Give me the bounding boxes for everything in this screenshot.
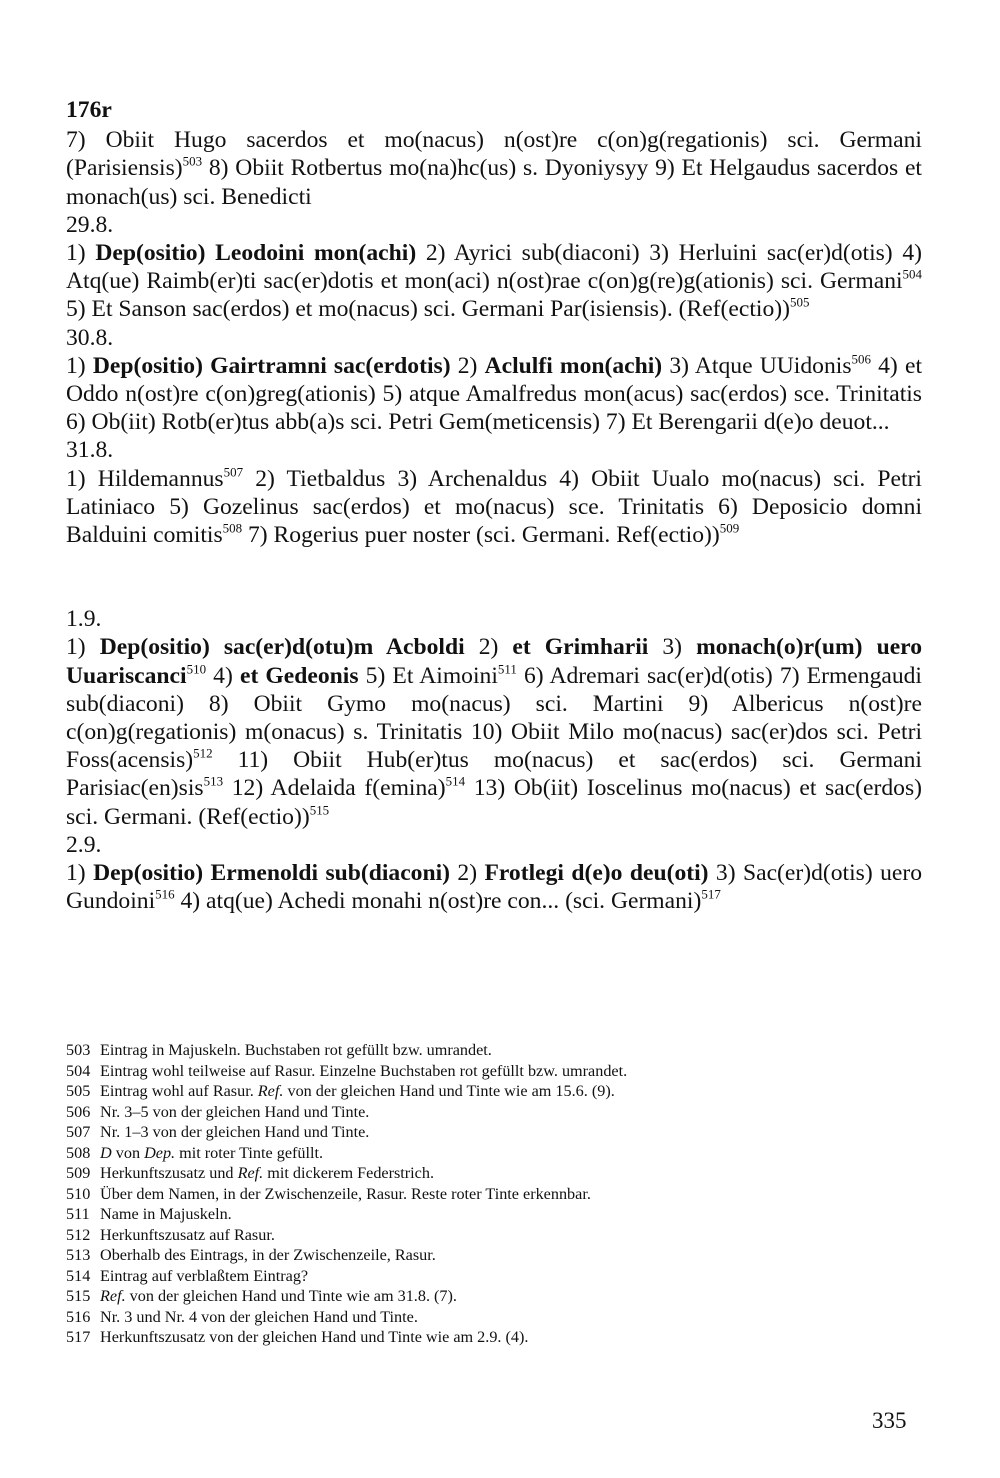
text-run: von [111, 1143, 145, 1162]
text-run: Name in Majuskeln. [100, 1205, 232, 1223]
footnote-number: 507 [66, 1123, 91, 1141]
text-run: mit roter Tinte gefüllt. [175, 1143, 324, 1162]
bold-text: Dep(ositio) sac(er)d(otu)m Acboldi [99, 634, 465, 661]
footnote-number: 516 [66, 1307, 91, 1326]
footnote [66, 1081, 926, 1102]
footnote [66, 1184, 926, 1205]
bold-text: Dep(ositio) Leodoini mon(achi) [95, 240, 417, 267]
entries-container [66, 126, 922, 915]
text-run: 3) [648, 634, 697, 661]
text-run: 3) Atque UUidonis [662, 352, 852, 379]
text-run: 2) [450, 860, 485, 887]
entry-paragraph [66, 239, 922, 324]
text-run: Nr. 1–3 von der gleichen Hand und Tinte. [100, 1123, 370, 1141]
page-number: 335 [872, 1408, 907, 1433]
text-run: Eintrag wohl teilweise auf Rasur. Einzelne Buchstaben rot gefüllt bzw. umrandet. [100, 1061, 628, 1080]
text-run: 11) Obiit Hub(er)tus mo(nacus) et sac(erdos) sci. Germani Parisiac(en)sis [66, 747, 922, 802]
footnote-number: 509 [66, 1164, 91, 1182]
entry-paragraph [66, 352, 922, 437]
text-run: Herkunftszusatz und [100, 1164, 238, 1182]
date-heading: 30.8. [66, 324, 114, 351]
footnote-ref: 511 [497, 660, 517, 676]
footnote-ref: 508 [222, 520, 243, 536]
footnote [66, 1307, 926, 1328]
text-run: 1) [66, 860, 94, 887]
folio-heading: 176r [66, 97, 112, 123]
text-run: 5) Et Aimoini [358, 662, 498, 689]
text-run: Eintrag in Majuskeln. Buchstaben rot gefüllt bzw. umrandet. [100, 1041, 492, 1059]
text-run: Herkunftszusatz von der gleichen Hand und Tinte wie am 2.9. (4). [100, 1328, 529, 1346]
bold-text: Dep(ositio) Ermenoldi sub(diaconi) [93, 860, 450, 887]
date-heading: 29.8. [66, 211, 114, 238]
footnote-ref: 505 [789, 294, 810, 310]
footnote [66, 1286, 926, 1307]
text-run: mit dickerem Federstrich. [263, 1164, 435, 1182]
bold-text: Frotlegi d(e)o deu(oti) [484, 860, 709, 887]
footnote [66, 1163, 926, 1184]
bold-text: monach(o)r(um) uero Uuariscanci [66, 634, 923, 689]
footnote-number: 510 [66, 1184, 91, 1203]
italic-text: Ref. [100, 1287, 126, 1305]
date-heading: 31.8. [66, 437, 114, 464]
footnote-ref: 503 [182, 153, 203, 169]
date-heading: 2.9. [66, 831, 102, 858]
entry-paragraph [66, 859, 922, 915]
text-run: 1) [66, 634, 100, 661]
footnote-number: 505 [66, 1082, 91, 1100]
date-heading: 1.9. [66, 606, 102, 633]
footnote [66, 1327, 926, 1348]
footnote [66, 1266, 926, 1287]
footnote-number: 513 [66, 1246, 91, 1264]
text-run: 4) atq(ue) Achedi monahi n(ost)re con... (sci. Germani) [174, 888, 702, 915]
text-run: 13) Ob(iit) Ioscelinus mo(nacus) et sac(erdos) sci. Germani. (Ref(ectio)) [66, 775, 922, 830]
text-run: 3) Sac(er)d(otis) uero Gundoini [66, 860, 923, 915]
footnote-number: 503 [66, 1041, 91, 1059]
footnote [66, 1102, 926, 1123]
footnote-ref: 506 [851, 351, 871, 367]
text-run: Nr. 3–5 von der gleichen Hand und Tinte. [100, 1102, 370, 1121]
footnote-number: 512 [66, 1225, 91, 1244]
footnotes [66, 1040, 926, 1348]
text-run: Herkunftszusatz auf Rasur. [100, 1225, 275, 1244]
bold-text: Dep(ositio) Gairtramni sac(erdotis) [92, 352, 451, 379]
italic-text: D [100, 1143, 112, 1162]
footnote-number: 511 [66, 1205, 90, 1223]
italic-text: Dep. [144, 1143, 176, 1162]
footnote [66, 1040, 926, 1061]
footnote-ref: 517 [701, 886, 721, 902]
text-run: 1) [66, 240, 96, 267]
bold-text: Aclulfi mon(achi) [484, 352, 663, 379]
text-run: 2) Ayrici sub(diaconi) 3) Herluini sac(er)d(otis) 4) Atq(ue) Raimb(er)ti sac(er)dotis et mon(aci) n(ost)rae c(on)g(re)g(ationis) sci. Germani [66, 240, 922, 295]
italic-text: Ref. [237, 1164, 264, 1182]
footnote-ref: 516 [155, 886, 175, 902]
text-run: Eintrag wohl auf Rasur. [100, 1082, 258, 1100]
bold-text: et Gedeonis [239, 662, 359, 689]
text-run: 12) Adelaida f(emina) [223, 775, 446, 802]
entry-paragraph [66, 633, 922, 830]
footnote-ref: 507 [223, 463, 244, 479]
text-run: Über dem Namen, in der Zwischenzeile, Rasur. Reste roter Tinte erkennbar. [100, 1184, 591, 1203]
main-text [66, 96, 922, 915]
text-run: 4) [206, 662, 240, 689]
footnote-ref: 513 [203, 773, 224, 789]
text-run: 4) et Oddo n(ost)re c(on)greg(ationis) 5) atque Amalfredus mon(acus) sac(erdos) sce. Trinitatis 6) Ob(iit) Rotb(er)tus abb(a)s sci. Petri Gem(meticensis) 7) Et Berengarii d(e)o deuot... [66, 352, 923, 436]
footnote-ref: 509 [719, 520, 740, 536]
footnote [66, 1143, 926, 1164]
text-run: von der gleichen Hand und Tinte wie am 15.6. (9). [283, 1082, 615, 1100]
text-run: 1) [66, 352, 93, 379]
text-run: von der gleichen Hand und Tinte wie am 31.8. (7). [125, 1287, 457, 1305]
entry-paragraph [66, 126, 922, 211]
footnote-number: 504 [66, 1061, 91, 1080]
text-run: 8) Obiit Rotbertus mo(na)hc(us) s. Dyoniysyy 9) Et Helgaudus sacerdos et monach(us) sci. Benedicti [66, 155, 922, 210]
footnote [66, 1061, 926, 1082]
text-run: 2) [450, 352, 485, 379]
text-run: 7) Rogerius puer noster (sci. Germani. Ref(ectio)) [242, 522, 720, 549]
footnote-number: 506 [66, 1102, 91, 1121]
text-run: 2) [464, 634, 513, 661]
bold-text: et Grimharii [512, 634, 649, 661]
footnote-number: 517 [66, 1328, 91, 1346]
footnote [66, 1245, 926, 1266]
italic-text: Ref. [257, 1082, 284, 1100]
text-run: 1) Hildemannus [66, 465, 224, 492]
text-run: 5) Et Sanson sac(erdos) et mo(nacus) sci. Germani Par(isiensis). (Ref(ectio)) [66, 296, 790, 323]
footnote-number: 514 [66, 1266, 91, 1285]
text-run: 2) Tietbaldus 3) Archenaldus 4) Obiit Uualo mo(nacus) sci. Petri Latiniaco 5) Gozelinus sac(erdos) et mo(nacus) sce. Trinitatis 6) Deposicio domni Balduini comitis [66, 465, 922, 549]
text-run: 7) Obiit Hugo sacerdos et mo(nacus) n(ost)re c(on)g(regationis) sci. Germani (Parisiensis) [66, 127, 922, 182]
footnote-ref: 515 [309, 801, 330, 817]
text-run: Oberhalb des Eintrags, in der Zwischenzeile, Rasur. [100, 1246, 436, 1264]
footnote-number: 515 [66, 1287, 91, 1305]
footnote [66, 1204, 926, 1225]
footnote [66, 1225, 926, 1246]
footnote-ref: 510 [186, 660, 207, 676]
vertical-gap [66, 549, 922, 605]
text-run: Eintrag auf verblaßtem Eintrag? [100, 1266, 309, 1285]
footnote-ref: 504 [902, 266, 922, 282]
footnote-number: 508 [66, 1143, 91, 1162]
entry-paragraph [66, 465, 922, 550]
footnote [66, 1122, 926, 1143]
footnote-ref: 514 [445, 773, 466, 789]
text-run: 6) Adremari sac(er)d(otis) 7) Ermengaudi sub(diaconi) 8) Obiit Gymo mo(nacus) sci. Martini 9) Albericus n(ost)re c(on)g(regationis) m(onacus) s. Trinitatis 10) Obiit Milo mo(nacus) sac(er)dos sci. Petri Foss(acensis) [66, 662, 922, 774]
footnote-ref: 512 [193, 745, 213, 761]
text-run: Nr. 3 und Nr. 4 von der gleichen Hand und Tinte. [100, 1307, 418, 1326]
